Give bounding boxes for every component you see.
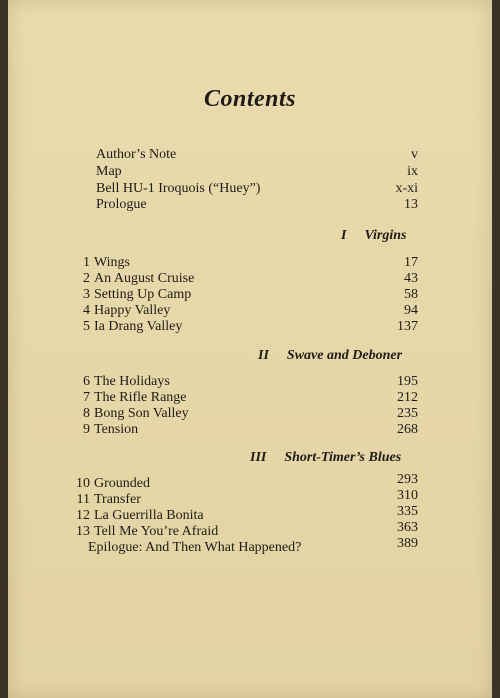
chapter-title: An August Cruise	[94, 271, 195, 286]
toc-entry-epilogue	[8, 536, 492, 557]
chapter-entry	[8, 421, 492, 439]
chapter-page: 293	[397, 472, 418, 487]
chapter-number: 6	[83, 374, 90, 389]
chapter-number: 12	[76, 508, 90, 523]
chapter-title: Ia Drang Valley	[94, 319, 183, 334]
chapter-page: 335	[397, 504, 418, 519]
chapter-number: 13	[76, 524, 90, 539]
entry-title: Epilogue: And Then What Happened?	[88, 540, 302, 555]
chapter-number: 11	[76, 492, 90, 507]
part-numeral: II	[258, 348, 269, 363]
chapter-title: Setting Up Camp	[94, 287, 192, 302]
chapter-title: Bong Son Valley	[94, 406, 189, 421]
entry-title: Author’s Note	[96, 147, 177, 162]
part-numeral: III	[250, 450, 267, 465]
part-title: Virgins	[364, 228, 407, 243]
chapter-number: 10	[76, 476, 90, 491]
chapter-title: Tension	[94, 422, 139, 437]
part-heading	[250, 449, 401, 467]
part-heading	[341, 227, 406, 245]
chapter-page: 17	[404, 255, 418, 270]
entry-page: 13	[404, 197, 418, 212]
chapter-title: The Holidays	[94, 374, 170, 389]
book-page	[8, 0, 492, 698]
chapter-number: 4	[83, 303, 90, 318]
chapter-page: 137	[397, 319, 418, 334]
chapter-title: Happy Valley	[94, 303, 171, 318]
chapter-page: 310	[397, 488, 418, 503]
chapter-page: 43	[404, 271, 418, 286]
chapter-title: Tell Me You’re Afraid	[94, 524, 219, 539]
chapter-title: Transfer	[94, 492, 141, 507]
toc-entry	[8, 146, 492, 164]
chapter-page: 268	[397, 422, 418, 437]
part-title: Short-Timer’s Blues	[284, 450, 402, 465]
chapter-page: 94	[404, 303, 418, 318]
chapter-page: 58	[404, 287, 418, 302]
chapter-number: 3	[83, 287, 90, 302]
entry-page: v	[411, 147, 418, 162]
chapter-number: 2	[83, 271, 90, 286]
chapter-page: 212	[397, 390, 418, 405]
chapter-number: 9	[83, 422, 90, 437]
chapter-number: 7	[83, 390, 90, 405]
chapter-number: 1	[83, 255, 90, 270]
entry-title: Prologue	[96, 197, 147, 212]
chapter-number: 8	[83, 406, 90, 421]
chapter-title: Wings	[94, 255, 130, 270]
part-heading	[258, 347, 402, 365]
chapter-title: La Guerrilla Bonita	[94, 508, 204, 523]
entry-page: ix	[407, 164, 418, 179]
entry-title: Bell HU-1 Iroquois (“Huey”)	[96, 181, 261, 196]
chapter-entry	[8, 318, 492, 336]
entry-page: 389	[397, 536, 418, 551]
chapter-page: 195	[397, 374, 418, 389]
toc-entry	[8, 196, 492, 214]
entry-title: Map	[96, 164, 122, 179]
chapter-number: 5	[83, 319, 90, 334]
entry-page: x-xi	[395, 181, 418, 196]
part-numeral: I	[341, 228, 347, 243]
chapter-page: 363	[397, 520, 418, 535]
chapter-title: The Rifle Range	[94, 390, 187, 405]
page-title: Contents	[203, 86, 297, 112]
chapter-title: Grounded	[94, 476, 150, 491]
toc-entry	[8, 163, 492, 181]
part-title: Swave and Deboner	[286, 348, 403, 363]
chapter-page: 235	[397, 406, 418, 421]
